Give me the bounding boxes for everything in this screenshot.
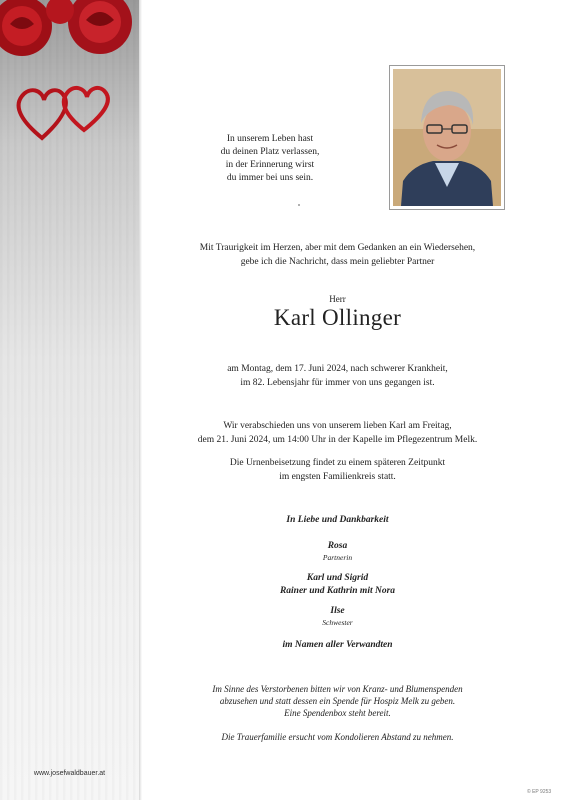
mourner-name: Ilse	[330, 606, 345, 616]
farewell-line: Wir verabschieden uns von unserem lieben Karl am Freitag,	[223, 421, 452, 431]
intro-text	[145, 242, 530, 269]
salutation: Herr	[329, 294, 346, 304]
decorative-sidebar	[0, 0, 139, 800]
condolence-note: Die Trauerfamilie ersucht vom Kondolieren Abstand zu nehmen.	[221, 732, 454, 742]
poem-line: du deinen Platz verlassen,	[220, 147, 320, 157]
red-roses-image	[0, 0, 139, 80]
poem-line: In unserem Leben hast	[226, 134, 314, 144]
mourner-family-line: Rainer und Kathrin mit Nora	[279, 586, 396, 596]
mourner-relation: Partnerin	[322, 553, 353, 562]
intro-line: gebe ich die Nachricht, dass mein geliebter Partner	[240, 256, 435, 267]
portrait-photo	[389, 65, 505, 210]
copyright-mark: © EP 9253	[527, 789, 552, 795]
donation-line: Eine Spendenbox steht bereit.	[284, 708, 391, 718]
dot-ornament	[298, 204, 300, 206]
deceased-name: Karl Ollinger	[273, 305, 402, 330]
poem	[195, 133, 345, 185]
donation-line: abzusehen und statt dessen ein Spende für Hospiz Melk zu geben.	[219, 696, 456, 706]
poem-line: in der Erinnerung wirst	[225, 160, 315, 170]
urn-burial-text	[145, 457, 530, 484]
website-url: www.josefwaldbauer.at	[33, 770, 106, 777]
death-notice-line: im 82. Lebensjahr für immer von uns gegangen ist.	[240, 377, 435, 388]
red-hearts-ribbon-image	[12, 80, 122, 145]
mourners-closing: im Namen aller Verwandten	[282, 640, 393, 650]
donation-line: Im Sinne des Verstorbenen bitten wir von Kranz- und Blumenspenden	[212, 684, 463, 694]
portrait-image	[393, 69, 501, 206]
death-notice-line: am Montag, dem 17. Juni 2024, nach schwerer Krankheit,	[227, 364, 448, 374]
intro-line: Mit Traurigkeit im Herzen, aber mit dem Gedanken an ein Wiedersehen,	[199, 243, 476, 253]
mourners-heading: In Liebe und Dankbarkeit	[286, 515, 389, 525]
poem-line: du immer bei uns sein.	[226, 173, 314, 183]
farewell-text	[145, 420, 530, 447]
mourner-family-line: Karl und Sigrid	[306, 573, 369, 583]
death-notice	[145, 363, 530, 390]
sidebar-divider	[139, 0, 142, 800]
mourner-relation: Schwester	[322, 618, 353, 627]
donation-request	[145, 683, 530, 719]
farewell-line: dem 21. Juni 2024, um 14:00 Uhr in der Kapelle im Pflegezentrum Melk.	[197, 434, 478, 445]
urn-line: im engsten Familienkreis statt.	[279, 471, 396, 482]
mourner-name: Rosa	[327, 541, 348, 551]
urn-line: Die Urnenbeisetzung findet zu einem späteren Zeitpunkt	[229, 458, 446, 468]
